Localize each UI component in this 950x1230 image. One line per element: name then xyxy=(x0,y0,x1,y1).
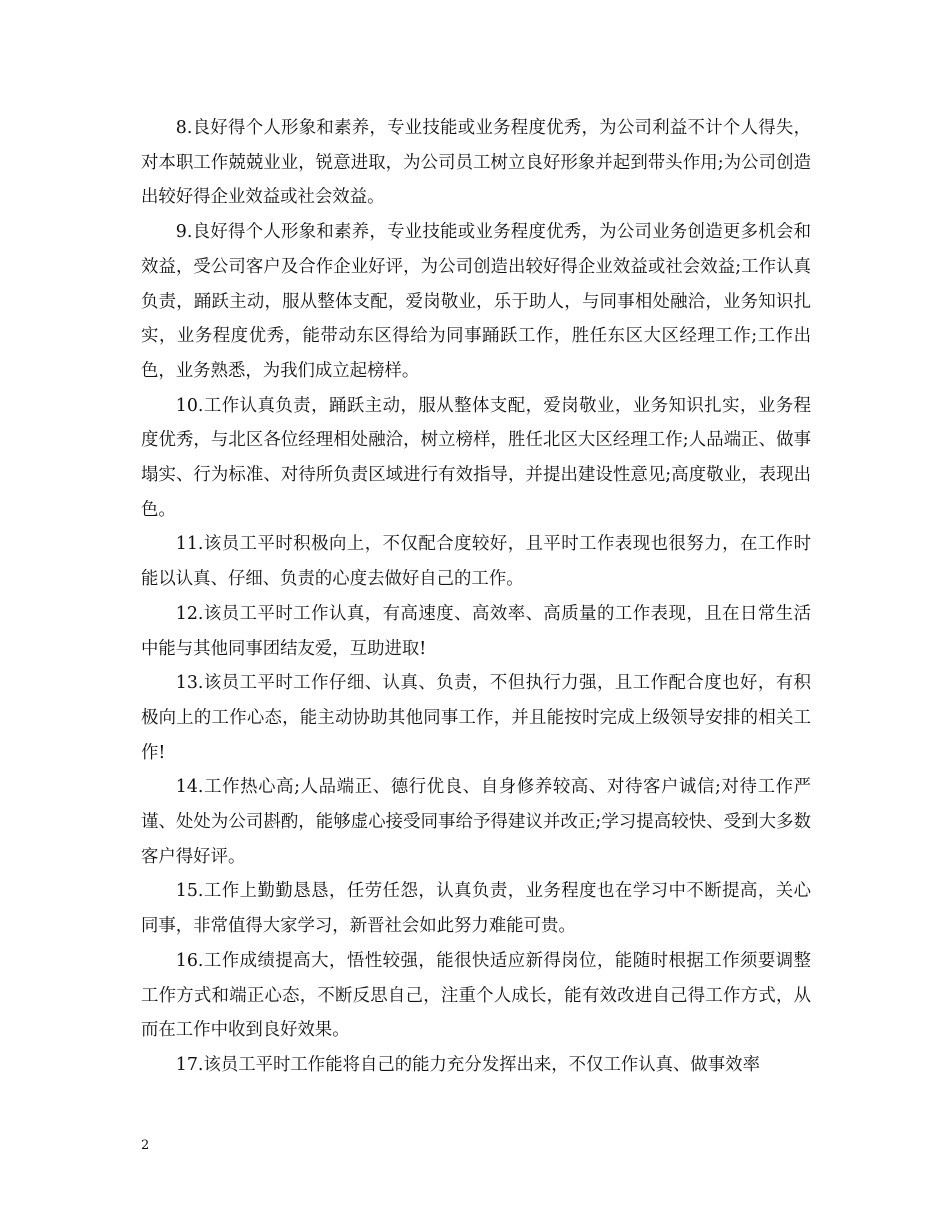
paragraph-13: 13.该员工平时工作仔细、认真、负责，不但执行力强，且工作配合度也好，有积极向上的工作心态，能主动协助其他同事工作，并且能按时完成上级领导安排的相关工作! xyxy=(141,673,811,763)
paragraph-17: 17.该员工平时工作能将自己的能力充分发挥出来，不仅工作认真、做事效率 xyxy=(175,1054,760,1075)
paragraph-9: 9.良好得个人形象和素养，专业技能或业务程度优秀，为公司业务创造更多机会和效益，受公司客户及合作企业好评，为公司创造出较好得企业效益或社会效益;工作认真负责，踊跃主动，服从整体支配，爱岗敬业，乐于助人，与同事相处融洽，业务知识扎实，业务程度优秀，能带动东区得给为同事踊跃工作，胜任东区大区经理工作;工作出色，业务熟悉，为我们成立起榜样。 xyxy=(141,222,811,381)
document-body xyxy=(141,111,811,1083)
paragraph-8: 8.良好得个人形象和素养，专业技能或业务程度优秀，为公司利益不计个人得失，对本职工作兢兢业业，锐意进取，为公司员工树立良好形象并起到带头作用;为公司创造出较好得企业效益或社会效益。 xyxy=(141,118,811,208)
paragraph-16: 16.工作成绩提高大，悟性较强，能很快适应新得岗位，能随时根据工作须要调整工作方式和端正心态，不断反思自己，注重个人成长，能有效改进自己得工作方式，从而在工作中收到良好效果。 xyxy=(141,950,811,1041)
paragraph-14: 14.工作热心高;人品端正、德行优良、自身修养较高、对待客户诚信;对待工作严谨、处处为公司斟酌，能够虚心接受同事给予得建议并改正;学习提高较快、受到大多数客户得好评。 xyxy=(141,777,811,867)
paragraph-10: 10.工作认真负责，踊跃主动，服从整体支配，爱岗敬业，业务知识扎实，业务程度优秀，与北区各位经理相处融洽，树立榜样，胜任北区大区经理工作;人品端正、做事塌实、行为标准、对待所负责区域进行有效指导，并提出建设性意见;高度敬业，表现出色。 xyxy=(141,395,811,520)
page-number: 2 xyxy=(141,1138,150,1153)
paragraph-12: 12.该员工平时工作认真，有高速度、高效率、高质量的工作表现，且在日常生活中能与其他同事团结友爱，互助进取! xyxy=(141,603,811,659)
paragraph-15: 15.工作上勤勤恳恳，任劳任怨，认真负责，业务程度也在学习中不断提高，关心同事，非常值得大家学习，新晋社会如此努力难能可贵。 xyxy=(141,881,811,937)
paragraph-11: 11.该员工平时积极向上，不仅配合度较好，且平时工作表现也很努力，在工作时能以认真、仔细、负责的心度去做好自己的工作。 xyxy=(141,534,811,590)
